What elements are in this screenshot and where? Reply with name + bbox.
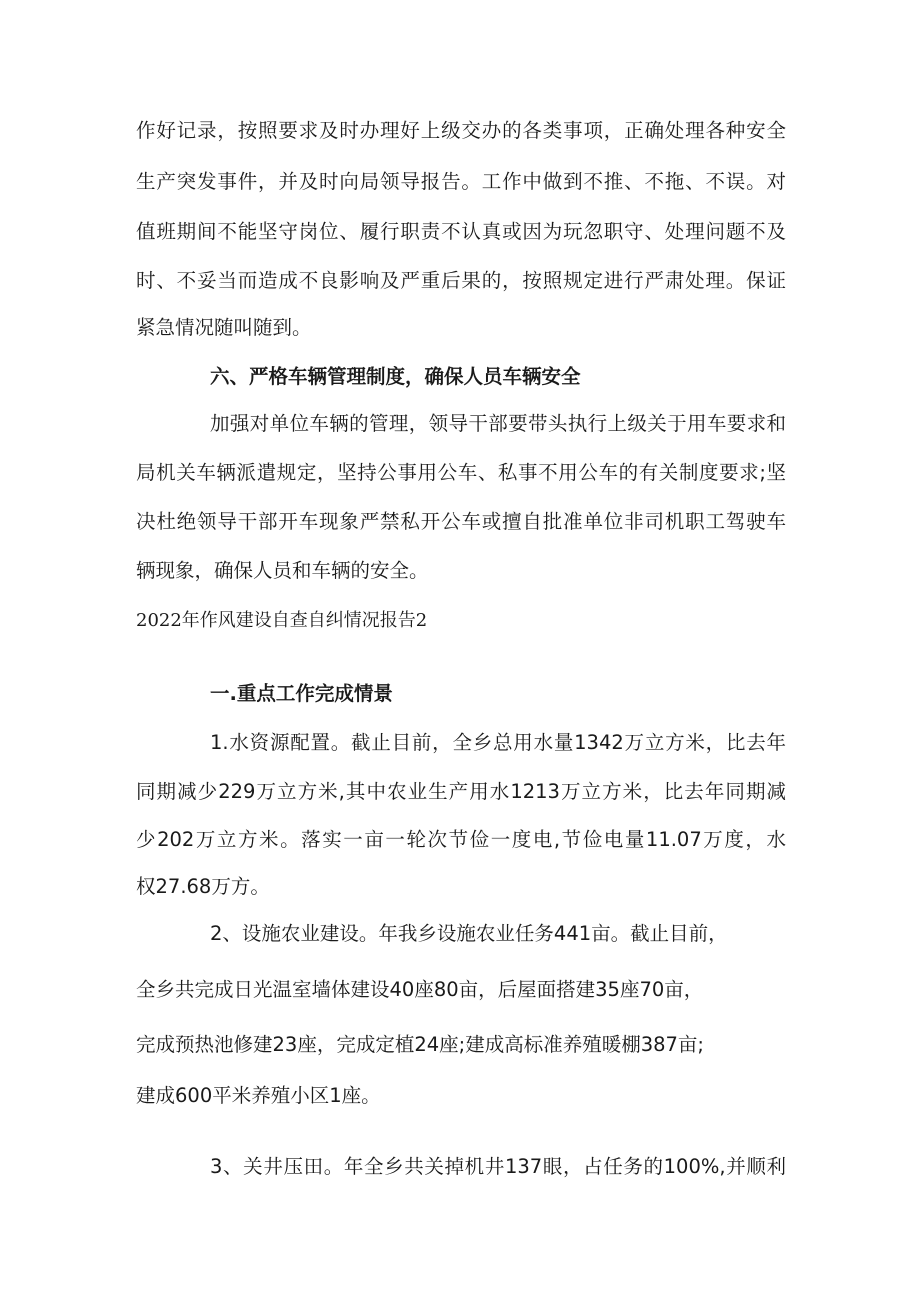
paragraph-line: 3、关井压田。年全乡共关掉机井137眼，占任务的100%,并顺利 — [210, 1155, 786, 1178]
paragraph-line: 同期减少229万立方米,其中农业生产用水1213万立方米，比去年同期减 — [136, 780, 786, 803]
paragraph-line: 时、不妥当而造成不良影响及严重后果的，按照规定进行严肃处理。保证 — [136, 269, 786, 292]
paragraph-line: 值班期间不能坚守岗位、履行职责不认真或因为玩忽职守、处理问题不及 — [136, 220, 786, 243]
paragraph-line: 加强对单位车辆的管理，领导干部要带头执行上级关于用车要求和 — [210, 412, 786, 435]
paragraph-line: 全乡共完成日光温室墙体建设40座80亩，后屋面搭建35座70亩， — [136, 978, 704, 1001]
paragraph-line: 权27.68万方。 — [136, 875, 270, 898]
paragraph-line: 生产突发事件，并及时向局领导报告。工作中做到不推、不拖、不误。对 — [136, 170, 786, 193]
paragraph-line: 少202万立方米。落实一亩一轮次节俭一度电,节俭电量11.07万度，水 — [136, 828, 786, 851]
paragraph-line: 紧急情况随叫随到。 — [136, 316, 312, 339]
section-heading: 一.重点工作完成情景 — [210, 682, 393, 705]
paragraph-line: 辆现象，确保人员和车辆的安全。 — [136, 559, 429, 582]
report-title: 2022年作风建设自查自纠情况报告2 — [136, 610, 428, 631]
paragraph-line: 建成600平米养殖小区1座。 — [136, 1084, 381, 1107]
paragraph-line: 作好记录，按照要求及时办理好上级交办的各类事项，正确处理各种安全 — [136, 119, 786, 142]
section-heading: 六、严格车辆管理制度，确保人员车辆安全 — [210, 365, 581, 388]
paragraph-line: 局机关车辆派遣规定，坚持公事用公车、私事不用公车的有关制度要求;坚 — [136, 461, 786, 484]
paragraph-line: 1.水资源配置。截止目前，全乡总用水量1342万立方米，比去年 — [210, 731, 786, 754]
paragraph-line: 完成预热池修建23座，完成定植24座;建成高标准养殖暖棚387亩; — [136, 1033, 704, 1056]
paragraph-line: 决杜绝领导干部开车现象严禁私开公车或擅自批准单位非司机职工驾驶车 — [136, 510, 786, 533]
paragraph-line: 2、设施农业建设。年我乡设施农业任务441亩。截止目前， — [210, 922, 728, 945]
